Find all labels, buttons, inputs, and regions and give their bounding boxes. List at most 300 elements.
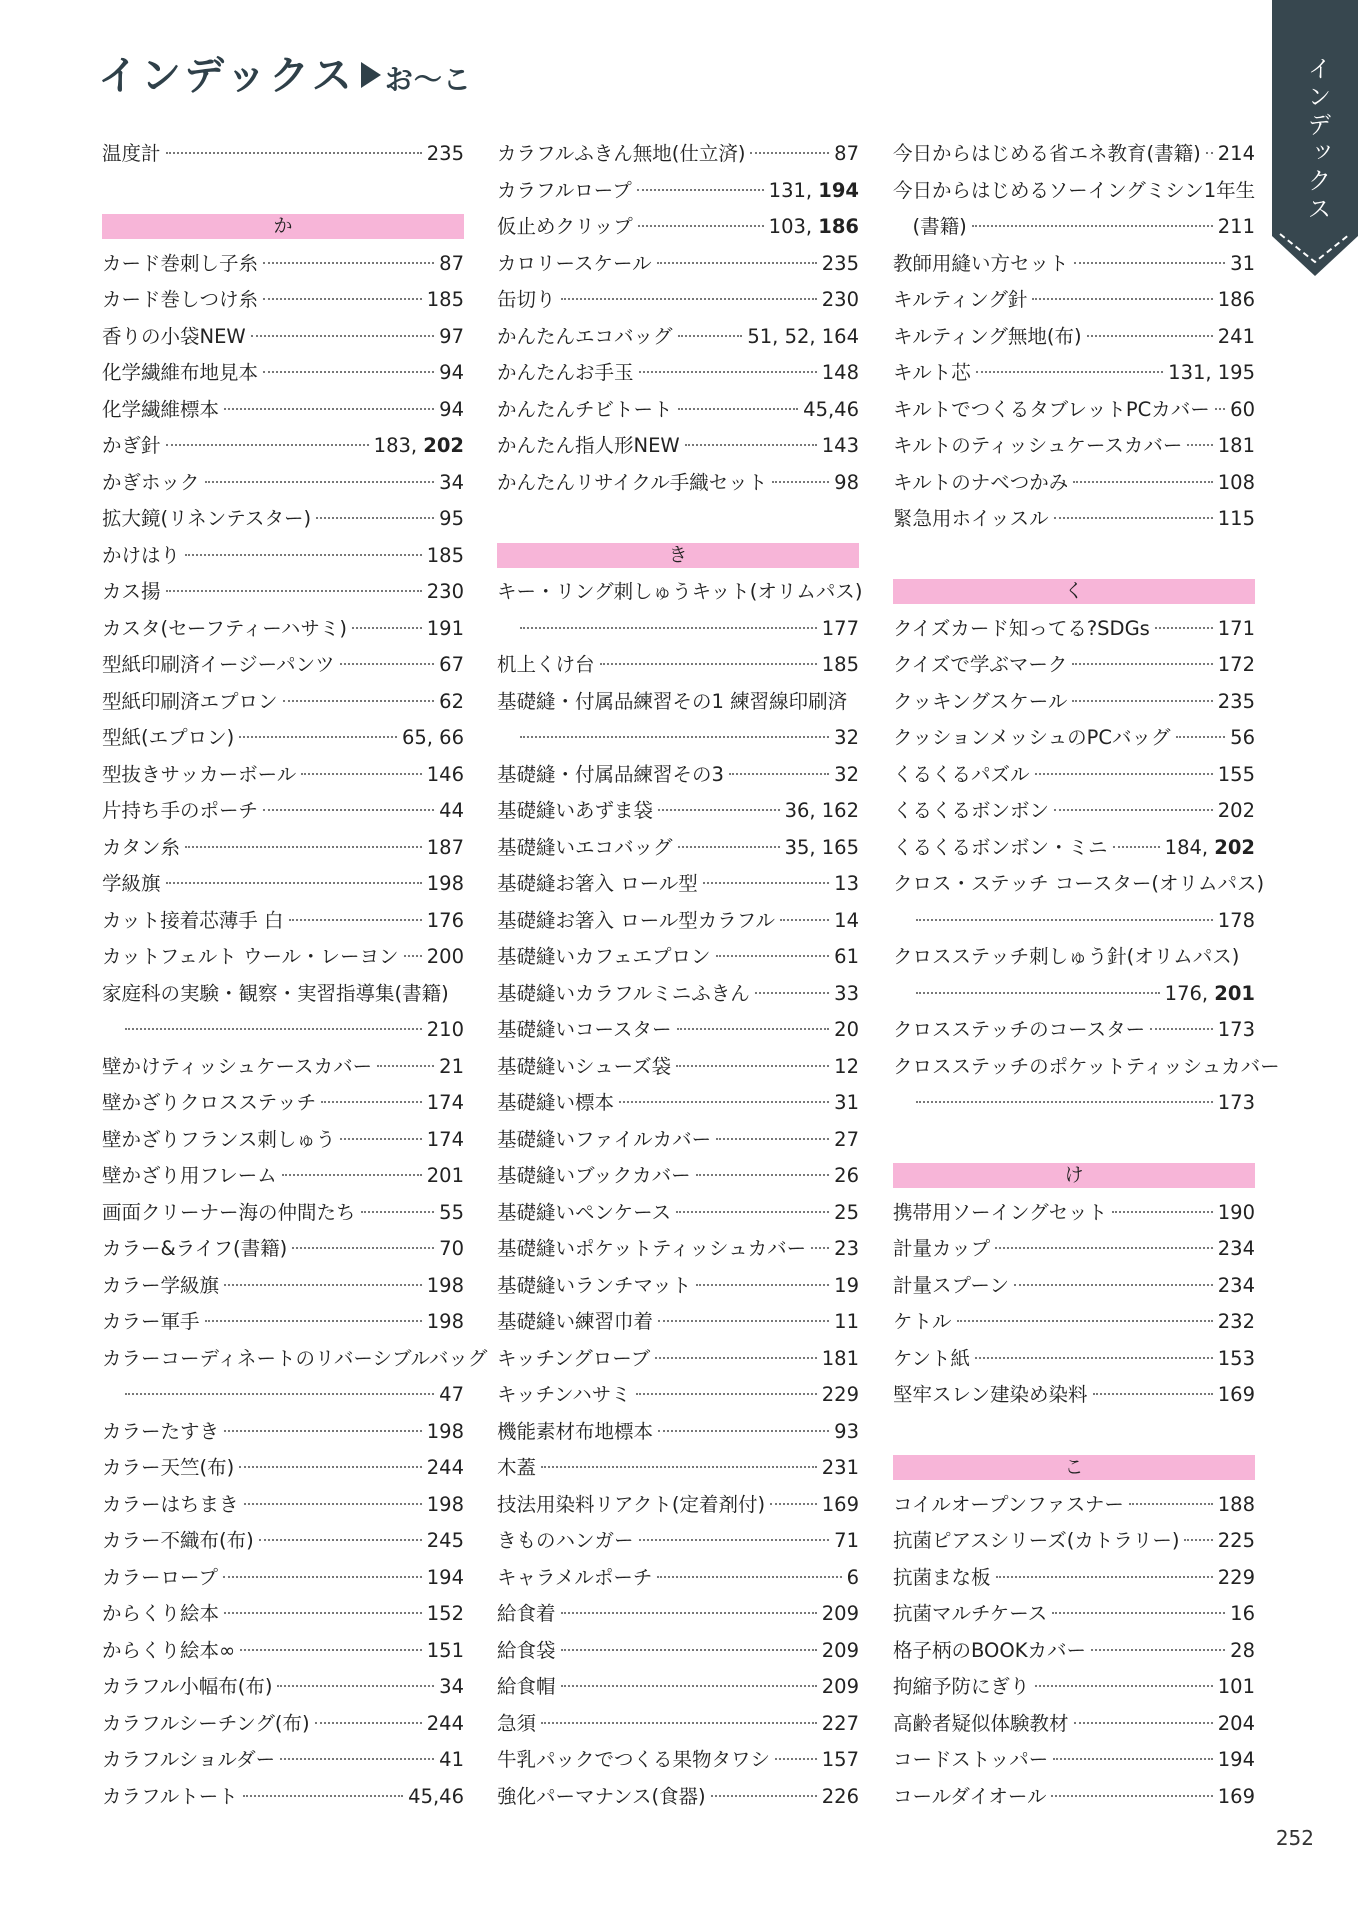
entry-name: クイズで学ぶマーク [893,653,1068,676]
entry-name: 型紙印刷済エプロン [102,689,278,713]
page-ref: 32 [834,762,859,786]
index-entry [893,1304,1255,1341]
entry-pages [769,209,859,246]
entry-pages [1218,1523,1255,1560]
entry-name: 壁かざりクロスステッチ [102,1091,317,1114]
dot-leader [205,1320,422,1322]
entry-name: 堅牢スレン建染め染料 [893,1383,1088,1406]
side-tab-label: インデックス [1303,56,1331,224]
dot-leader [685,444,817,446]
entry-pages [822,611,859,648]
page-ref: 98 [834,470,859,494]
entry-name: ケトル [893,1310,952,1333]
page-ref: 185 [426,288,464,311]
page-ref: 169 [821,1492,859,1516]
entry-pages [1165,830,1255,867]
entry-name: カラー軍手 [102,1310,200,1333]
index-entry [102,1450,464,1487]
page-ref: 214 [1217,142,1255,165]
page-ref: 31 [1230,251,1255,275]
entry-pages [822,1341,859,1378]
index-entry [102,684,464,721]
dot-leader [340,663,435,665]
page-ref: 41 [439,1748,464,1771]
dot-leader [658,1430,829,1432]
section-header: こ [893,1455,1255,1480]
dot-leader [561,298,817,300]
entry-pages [822,428,859,465]
page-ref: 146 [426,762,464,786]
index-entry [102,1487,464,1524]
section-header: か [102,214,464,239]
page-ref: 94 [439,361,464,384]
dot-leader [289,919,422,921]
entry-name: カラフルトート [102,1784,238,1808]
index-entry [102,465,464,502]
entry-name: カタン糸 [102,835,181,859]
dot-leader [729,773,829,775]
page-ref: 235 [821,251,859,275]
dot-leader [240,1649,422,1651]
section-header: く [893,579,1255,604]
entry-name: かんたんお手玉 [497,361,634,384]
entry-name: くるくるボンボン・ミニ [893,835,1108,859]
index-entry [893,392,1255,429]
entry-pages [1218,611,1255,648]
entry-name: キャラメルポーチ [497,1565,653,1589]
entry-pages [1218,1085,1255,1122]
entry-name: カラーコーディネートのリバーシブルバッグ [102,1346,488,1370]
index-entry [893,136,1255,173]
entry-name: 基礎縫い練習巾着 [497,1310,654,1333]
entry-pages [822,1596,859,1633]
entry-pages [1218,428,1255,465]
dot-leader [716,955,830,957]
entry-name: コイルオープンファスナー [893,1492,1124,1516]
page-ref: 155 [1217,762,1255,786]
page-ref: 178 [1217,908,1255,932]
entry-name: 化学繊維標本 [102,397,220,421]
section-header: き [497,543,859,568]
dot-leader [1051,1795,1212,1797]
page-ref: 173 [1217,1091,1255,1114]
index-entry [102,720,464,757]
entry-pages [1230,392,1255,429]
page-ref: 194 [1217,1748,1255,1771]
dot-leader [224,1430,422,1432]
entry-pages [1218,1742,1255,1779]
page-ref: 87 [439,251,464,275]
dot-leader [1035,1685,1213,1687]
index-entry [497,574,863,611]
entry-name: 基礎縫・付属品練習その1 練習線印刷済 [497,689,848,713]
entry-name: キッチングローブ [497,1346,651,1370]
index-entry [497,355,859,392]
spacer [893,1122,1255,1159]
page-ref: 209 [821,1602,859,1625]
entry-name: 型抜きサッカーボール [102,762,297,786]
dot-leader [1074,1722,1213,1724]
index-entry [497,1523,859,1560]
page-ref: 131, 195 [1168,361,1255,384]
entry-pages [1218,1779,1255,1816]
entry-name: カラー天竺(布) [102,1456,235,1479]
dot-leader [780,919,829,921]
page-ref: 241 [1217,324,1255,348]
page-ref: 95 [439,507,464,530]
dot-leader [263,809,434,811]
page-ref: 184, [1164,835,1215,859]
page-ref: 108 [1217,470,1255,494]
entry-name: 仮止めクリップ [497,215,633,238]
index-entry [893,1779,1255,1816]
index-entry [497,1450,859,1487]
page-ref: 191 [426,616,464,640]
entry-pages [439,392,464,429]
entry-name: 強化パーマナンス(食器) [497,1784,706,1808]
page-ref: 174 [426,1127,464,1151]
index-entry [102,246,464,283]
entry-name: 格子柄のBOOKカバー [893,1638,1087,1662]
entry-name: カード巻しつけ糸 [102,288,259,311]
dot-leader [678,846,780,848]
page-ref: 45,46 [408,1784,464,1808]
page-ref: 171 [1217,616,1255,640]
entry-pages [1218,282,1255,319]
entry-pages [834,136,859,173]
dot-leader [678,408,799,410]
entry-pages [439,1049,464,1086]
page-ref: 12 [834,1054,859,1078]
index-entry [497,1341,859,1378]
entry-pages [834,1195,859,1232]
dot-leader [1072,700,1212,702]
index-entry [102,1341,488,1378]
page-ref: 36, 162 [784,799,859,822]
entry-name: 基礎縫いブックカバー [497,1164,691,1187]
page-ref: 14 [834,908,859,932]
index-entry [893,428,1255,465]
page-ref: 232 [1217,1310,1255,1333]
entry-name: カラー&ライフ(書籍) [102,1237,288,1260]
entry-pages [427,282,464,319]
entry-pages [834,1231,859,1268]
entry-name: キー・リング刺しゅうキット(オリムパス) [497,580,863,603]
entry-pages [427,1450,464,1487]
entry-name: クロスステッチのポケットティッシュカバー [893,1054,1280,1078]
dot-leader [1035,773,1213,775]
entry-pages [822,1450,859,1487]
entry-name: 今日からはじめる省エネ教育(書籍) [893,142,1201,165]
page-ref: 55 [439,1200,464,1224]
index-entry [497,1742,859,1779]
entry-pages [834,757,859,794]
dot-leader [166,444,369,446]
dot-leader [166,152,422,154]
dot-leader [520,627,817,629]
entry-pages [439,1377,464,1414]
dot-leader [1072,663,1212,665]
dot-leader [340,1138,421,1140]
page-ref: 23 [834,1237,859,1260]
index-column-2 [497,136,863,1815]
page-ref: 16 [1230,1602,1255,1625]
index-entry [102,903,464,940]
dot-leader [1093,1393,1213,1395]
entry-name: かぎホック [102,470,200,494]
page-ref: 65, 66 [401,726,464,749]
page-title [98,44,472,101]
dot-leader [561,1649,817,1651]
entry-name: 給食着 [497,1602,556,1625]
dot-leader [1032,298,1212,300]
page-ref: 185 [821,653,859,676]
entry-pages [834,1158,859,1195]
entry-name: 型紙印刷済イージーパンツ [102,653,335,676]
dot-leader [283,700,435,702]
entry-pages [439,355,464,392]
index-entry [497,1231,859,1268]
entry-pages [427,538,464,575]
dot-leader [1053,1758,1213,1760]
entry-pages [427,866,464,903]
page-ref: 67 [439,653,464,676]
page-ref: 202 [1217,799,1255,822]
entry-pages [427,757,464,794]
index-entry [102,1560,464,1597]
dot-leader [1054,809,1213,811]
page-ref-bold: 202 [1214,835,1255,859]
page-ref: 181 [1217,434,1255,457]
page-ref: 229 [821,1383,859,1406]
page-ref: 198 [426,1273,464,1297]
entry-name: カット接着芯薄手 白 [102,908,284,932]
spacer [893,1414,1255,1451]
page-ref: 177 [821,616,859,640]
entry-pages [1218,465,1255,502]
dot-leader [916,1101,1213,1103]
entry-pages [402,720,464,757]
entry-name: カラフルシーチング(布) [102,1711,310,1735]
entry-pages [834,866,859,903]
entry-name: 缶切り [497,288,556,311]
dot-leader [263,371,434,373]
entry-name: 急須 [497,1711,537,1735]
entry-name: くるくるパズル [893,762,1030,786]
entry-pages [427,611,464,648]
dot-leader [811,1247,829,1249]
index-entry [893,246,1255,283]
entry-name: カス揚 [102,580,161,603]
entry-pages [785,793,859,830]
index-column-1 [102,136,488,1815]
index-entry [497,939,859,976]
dot-leader [404,955,422,957]
entry-pages [822,1669,859,1706]
page-ref: 186 [1217,288,1255,311]
entry-pages [427,1122,464,1159]
index-entry [102,319,464,356]
page-ref: 245 [426,1529,464,1552]
entry-pages [1218,1012,1255,1049]
index-entry [102,939,464,976]
entry-name: コールダイオール [893,1784,1047,1808]
entry-name: 基礎縫い標本 [497,1091,615,1114]
index-entry [893,720,1255,757]
entry-pages [847,1560,859,1597]
page-ref: 198 [426,1310,464,1333]
dot-leader [1187,444,1212,446]
entry-pages [1218,1268,1255,1305]
dot-leader [263,298,422,300]
entry-name: 基礎縫お箸入 ロール型 [497,872,698,895]
entry-pages [1218,757,1255,794]
page-ref: 198 [426,872,464,895]
entry-pages [834,1049,859,1086]
entry-pages [803,392,859,429]
entry-pages [834,465,859,502]
entry-name: 抗菌ピアスシリーズ(カトラリー) [893,1529,1180,1552]
entry-pages [427,1414,464,1451]
entry-pages [427,574,464,611]
page-ref: 194 [426,1565,464,1589]
page-ref: 244 [426,1456,464,1479]
index-entry [893,1523,1255,1560]
page-ref: 34 [439,1675,464,1698]
entry-pages [427,1633,464,1670]
page-ref: 227 [821,1711,859,1735]
page-ref: 188 [1217,1492,1255,1516]
dot-leader [1087,335,1213,337]
index-entry [102,976,464,1013]
dot-leader [696,1174,830,1176]
index-entry [102,1049,464,1086]
index-entry [102,1231,464,1268]
dot-leader [619,1101,829,1103]
index-entry [497,1487,859,1524]
index-entry-continuation [893,1085,1255,1122]
entry-pages [822,1633,859,1670]
entry-name: コードストッパー [893,1748,1049,1771]
dot-leader [677,1028,830,1030]
entry-name: 給食帽 [497,1675,556,1698]
entry-pages [834,1523,859,1560]
index-entry [497,246,859,283]
page-ref: 26 [834,1164,859,1187]
page-number: 252 [1275,1826,1314,1850]
dot-leader [292,1247,434,1249]
entry-pages [1218,903,1255,940]
page-ref: 148 [821,361,859,384]
dot-leader [916,919,1213,921]
index-entry [893,793,1255,830]
entry-pages [439,465,464,502]
page-ref: 97 [439,324,464,348]
page-ref: 115 [1217,507,1255,530]
index-entry [102,428,464,465]
index-entry [102,355,464,392]
entry-name: 基礎縫いあずま袋 [497,799,654,822]
entry-name: カラフルふきん無地(仕立済) [497,142,746,165]
entry-pages [439,1669,464,1706]
index-entry [893,866,1265,903]
entry-name: 型紙(エプロン) [102,726,235,749]
page-ref: 13 [834,872,859,895]
dot-leader [770,1503,817,1505]
dot-leader [755,992,829,994]
dot-leader [696,1284,829,1286]
dot-leader [315,1722,422,1724]
dot-leader [282,1174,422,1176]
entry-name: 壁かざりフランス刺しゅう [102,1127,336,1151]
entry-name: 温度計 [102,142,161,165]
index-entry [893,209,1255,246]
page-ref: 28 [1230,1638,1255,1662]
dot-leader [259,1539,422,1541]
index-entry [497,1706,859,1743]
dot-leader [1129,1503,1213,1505]
page-ref: 226 [821,1784,859,1808]
entry-pages [834,1085,859,1122]
entry-name: 基礎縫お箸入 ロール型カラフル [497,908,776,932]
entry-name: かけはり [102,543,181,567]
entry-pages [439,647,464,684]
index-entry [893,757,1255,794]
index-entry [497,1268,859,1305]
entry-pages [769,173,859,210]
entry-name: カラー不織布(布) [102,1529,254,1552]
dot-leader [239,736,397,738]
index-entry [497,1779,859,1816]
entry-pages [1218,684,1255,721]
dot-leader [637,189,764,191]
entry-pages [1218,1487,1255,1524]
entry-pages [1230,720,1255,757]
index-entry [102,1122,464,1159]
entry-name: クロスステッチ刺しゅう針(オリムパス) [893,945,1240,968]
entry-pages [439,246,464,283]
entry-pages [834,1414,859,1451]
dot-leader [957,1320,1213,1322]
entry-name: カラフル小幅布(布) [102,1675,273,1698]
dot-leader [1052,1612,1225,1614]
entry-pages [427,1596,464,1633]
page-ref: 210 [426,1018,464,1041]
entry-name: 抗菌まな板 [893,1565,991,1589]
index-entry [497,173,859,210]
entry-name: かんたんリサイクル手織セット [497,470,768,494]
index-entry [893,939,1255,976]
entry-pages [1218,1560,1255,1597]
entry-pages [427,1523,464,1560]
page-ref: 33 [834,981,859,1005]
index-entry [893,1669,1255,1706]
page-ref: 234 [1217,1237,1255,1260]
entry-name: キルトのティッシュケースカバー [893,434,1183,457]
entry-name: 教師用縫い方セット [893,251,1069,275]
entry-name: カロリースケール [497,251,652,275]
index-entry [102,1706,464,1743]
dot-leader [239,1466,422,1468]
entry-pages [439,1195,464,1232]
index-entry [497,684,859,721]
entry-name: 携帯用ソーイングセット [893,1200,1108,1224]
entry-pages [439,319,464,356]
page-ref: 31 [834,1091,859,1114]
index-entry [102,866,464,903]
entry-pages [427,136,464,173]
dot-leader [263,262,434,264]
